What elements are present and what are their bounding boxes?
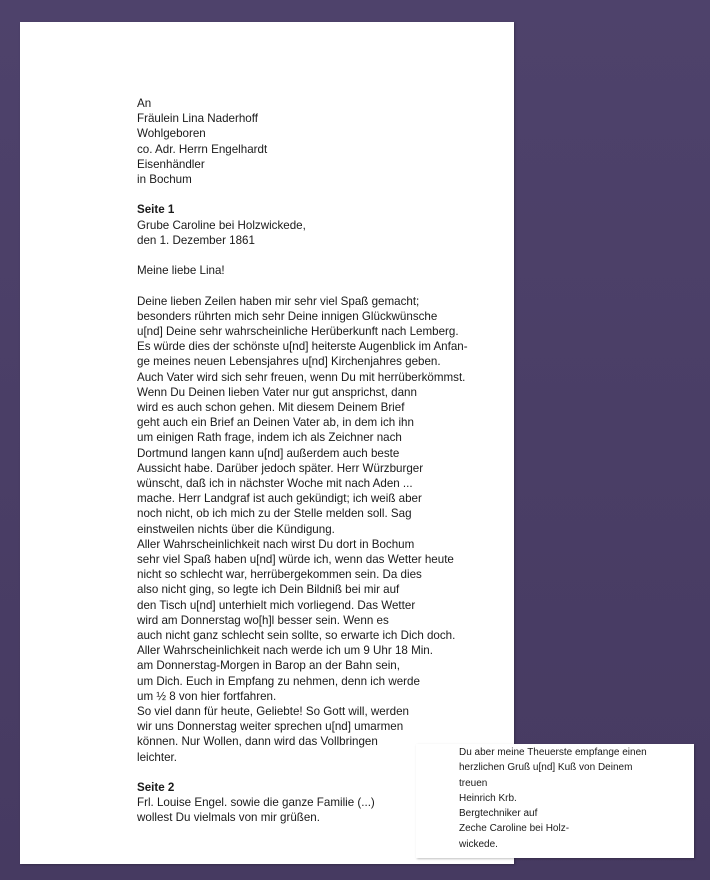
spacer [137, 248, 477, 263]
address-line: Eisenhändler [137, 157, 205, 171]
note-line: Zeche Caroline bei Holz- [459, 823, 570, 835]
page2-line: wollest Du vielmals von mir grüßen. [137, 811, 320, 825]
date-line: den 1. Dezember 1861 [137, 233, 255, 247]
note-line: Heinrich Krb. [459, 792, 517, 804]
body-line: Aller Wahrscheinlichkeit nach werde ich um 9 Uhr 18 Min. [137, 644, 433, 658]
body-line: Wenn Du Deinen lieben Vater nur gut ansprichst, dann [137, 385, 417, 399]
body-line: besonders rührten mich sehr Deine innigen Glückwünsche [137, 309, 438, 323]
address-line: Fräulein Lina Naderhoff [137, 112, 258, 126]
address-line: Wohlgeboren [137, 127, 206, 141]
body-line: ge meines neuen Lebensjahres u[nd] Kirchenjahres geben. [137, 355, 441, 369]
letter-body [137, 294, 477, 765]
body-line: Es würde dies der schönste u[nd] heiterste Augenblick im Anfan- [137, 340, 468, 354]
letter-page [20, 22, 514, 864]
page2-heading: Seite 2 [137, 781, 175, 795]
body-line: können. Nur Wollen, dann wird das Vollbringen [137, 735, 378, 749]
letter-text [137, 96, 477, 826]
note-line: Bergtechniker auf [459, 808, 538, 820]
page2-line: Frl. Louise Engel. sowie die ganze Familie (...) [137, 796, 375, 810]
address-line: in Bochum [137, 173, 192, 187]
note-line: herzlichen Gruß u[nd] Kuß von Deinem [459, 762, 633, 774]
body-line: Aller Wahrscheinlichkeit nach wirst Du dort in Bochum [137, 537, 415, 551]
body-line: geht auch ein Brief an Deinen Vater ab, in dem ich ihn [137, 416, 414, 430]
body-line: am Donnerstag-Morgen in Barop an der Bahn sein, [137, 659, 400, 673]
body-line: um ½ 8 von hier fortfahren. [137, 689, 277, 703]
salutation: Meine liebe Lina! [137, 264, 225, 278]
body-line: Aussicht habe. Darüber jedoch später. Herr Würzburger [137, 461, 424, 475]
body-line: mache. Herr Landgraf ist auch gekündigt; ich weiß aber [137, 492, 422, 506]
body-line: einstweilen nichts über die Kündigung. [137, 522, 335, 536]
address-line: An [137, 97, 152, 110]
body-line: sehr viel Spaß haben u[nd] würde ich, wenn das Wetter heute [137, 553, 454, 567]
note-line: Du aber meine Theuerste empfange einen [459, 747, 647, 758]
body-line: also nicht ging, so legte ich Dein Bildniß bei mir auf [137, 583, 400, 597]
body-line: um Dich. Euch in Empfang zu nehmen, denn ich werde [137, 674, 420, 688]
body-line: So viel dann für heute, Geliebte! So Gott will, werden [137, 705, 409, 719]
address-block [137, 96, 477, 187]
body-line: noch nicht, ob ich mich zu der Stelle melden soll. Sag [137, 507, 412, 521]
spacer [137, 187, 477, 202]
body-line: wird es auch schon gehen. Mit diesem Deinem Brief [137, 401, 405, 415]
address-line: co. Adr. Herrn Engelhardt [137, 142, 268, 156]
body-line: wünscht, daß ich in nächster Woche mit nach Aden ... [137, 477, 413, 491]
page1-heading: Seite 1 [137, 203, 175, 217]
body-line: wir uns Donnerstag weiter sprechen u[nd] umarmen [137, 720, 404, 734]
closing-note-text [459, 745, 647, 852]
spacer [137, 278, 477, 293]
note-line: wickede. [459, 838, 498, 850]
body-line: wird am Donnerstag wo[h]l besser sein. Wenn es [137, 613, 389, 627]
body-line: Dortmund langen kann u[nd] außerdem auch beste [137, 446, 400, 460]
body-line: u[nd] Deine sehr wahrscheinliche Herüberkunft nach Lemberg. [137, 325, 459, 338]
body-line: auch nicht ganz schlecht sein sollte, so erwarte ich Dich doch. [137, 629, 456, 643]
body-line: den Tisch u[nd] unterhielt mich vorliegend. Das Wetter [137, 598, 416, 612]
body-line: Deine lieben Zeilen haben mir sehr viel Spaß gemacht; [137, 294, 420, 308]
body-line: Auch Vater wird sich sehr freuen, wenn Du mit herrüberkömmst. [137, 370, 466, 384]
body-line: leichter. [137, 750, 177, 764]
body-line: um einigen Rath frage, indem ich als Zeichner nach [137, 431, 402, 445]
closing-note [416, 744, 694, 858]
place-line: Grube Caroline bei Holzwickede, [137, 218, 306, 232]
note-line: treuen [459, 777, 488, 789]
body-line: nicht so schlecht war, herrübergekommen sein. Da dies [137, 568, 422, 582]
